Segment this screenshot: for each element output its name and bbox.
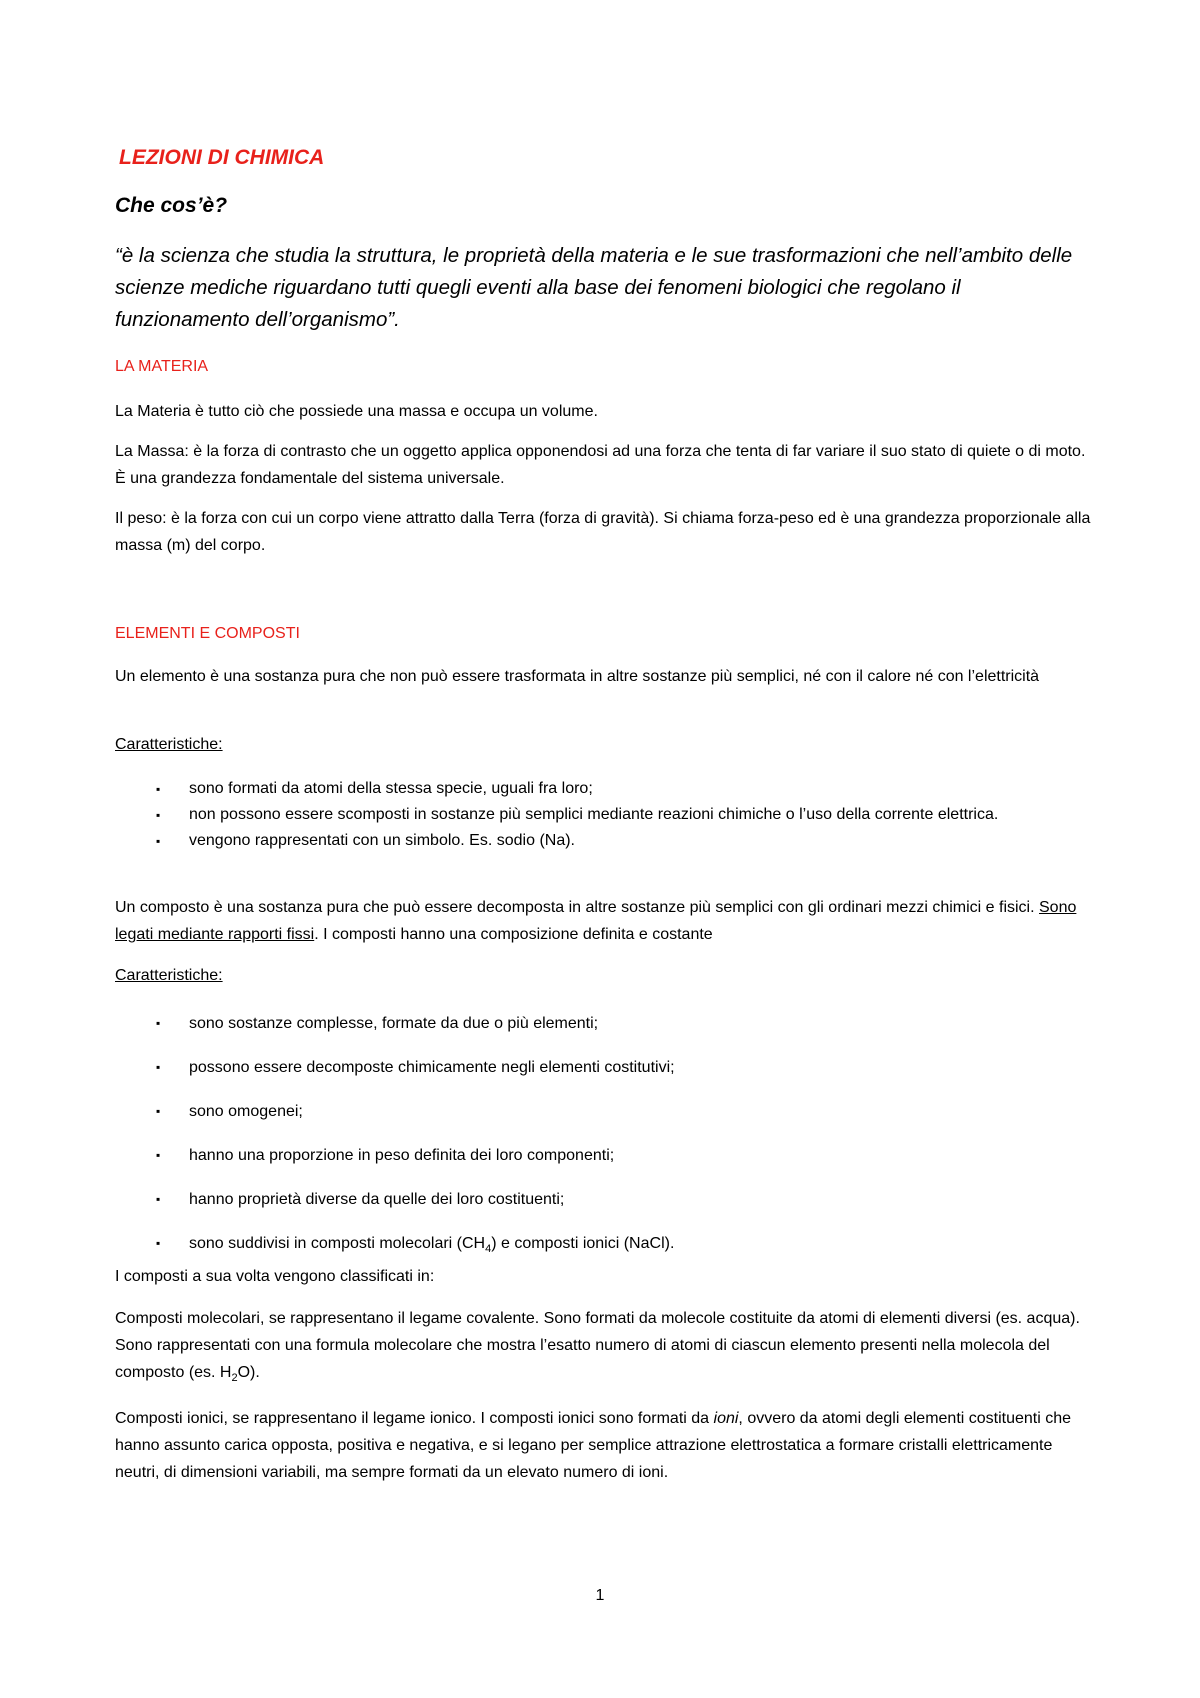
composto-underlined-text: Sono legati mediante rapporti fissi [115, 899, 1077, 943]
massa-definition: La Massa: è la forza di contrasto che un oggetto applica opponendosi ad una forza che tenta di far variare il suo stato di quiete o di moto. È una grandezza fondamentale del sistema universale. [115, 443, 1086, 487]
list-item: ▪ sono sostanze complesse, formate da due o più elementi; [115, 1011, 1035, 1036]
ionici-text-end: , ovvero da atomi degli elementi costituenti che hanno assunto carica opposta, positiva e negativa, e si legano per semplice attrazione elettrostatica a formare cristalli elettricamente neutri, di dimensioni variabili, ma sempre formati da un elevato numero di ioni. [115, 1410, 1072, 1481]
document-title: LEZIONI DI CHIMICA [119, 146, 325, 169]
heading-elementi-composti: ELEMENTI E COMPOSTI [115, 625, 300, 642]
composto-intro-text: Un composto è una sostanza pura che può essere decomposta in altre sostanze più semplici con gli ordinari mezzi chimici e fisici. [115, 899, 1039, 916]
peso-definition: Il peso: è la forza con cui un corpo viene attratto dalla Terra (forza di gravità). Si chiama forza-peso ed è una grandezza proporzionale alla massa (m) del corpo. [115, 510, 1091, 554]
composto-definition [115, 894, 1100, 948]
ionici-text: Composti ionici, se rappresentano il legame ionico. I composti ionici sono formati da [115, 1410, 714, 1427]
list-item [115, 1231, 1035, 1262]
list-item: ▪ hanno una proporzione in peso definita dei loro componenti; [115, 1143, 1035, 1168]
heading-materia: LA MATERIA [115, 358, 209, 375]
elementi-caratteristiche-list [115, 776, 1035, 854]
list-item: ▪ sono omogenei; [115, 1099, 1035, 1124]
list-item-text: sono suddivisi in composti molecolari (CH [189, 1235, 486, 1252]
composti-ionici-paragraph [115, 1405, 1100, 1486]
list-item: ▪ hanno proprietà diverse da quelle dei loro costituenti; [115, 1187, 1035, 1212]
list-item: ▪ vengono rappresentati con un simbolo. Es. sodio (Na). [115, 828, 1035, 854]
definition-quote: “è la scienza che studia la struttura, le proprietà della materia e le sue trasformazioni che nell’ambito delle scienze mediche riguardano tutti quegli eventi alla base dei fenomeni biologici che regolano il funzionamento dell’organismo”. [115, 244, 1073, 331]
list-item: ▪ sono formati da atomi della stessa specie, uguali fra loro; [115, 776, 1035, 802]
elemento-definition: Un elemento è una sostanza pura che non può essere trasformata in altre sostanze più semplici, né con il calore né con l’elettricità [115, 668, 1040, 685]
subscript: 2 [231, 1372, 238, 1385]
list-item-text: ) e composti ionici (NaCl). [491, 1235, 675, 1252]
page-number: 1 [595, 1587, 605, 1604]
composti-caratteristiche-label: Caratteristiche: [115, 967, 223, 984]
molecolari-text: Composti molecolari, se rappresentano il legame covalente. Sono formati da molecole costituite da atomi di elementi diversi (es. acqua). Sono rappresentati con una formula molecolare che mostra l’esatto numero di atomi di ciascun elemento presenti nella molecola del composto (es. H [115, 1310, 1080, 1381]
composto-intro-end: . I composti hanno una composizione definita e costante [314, 926, 713, 943]
list-item: ▪ possono essere decomposte chimicamente negli elementi costitutivi; [115, 1055, 1035, 1080]
composti-molecolari-paragraph [115, 1305, 1100, 1392]
ionici-italic-word: ioni [713, 1410, 739, 1427]
elementi-caratteristiche-label: Caratteristiche: [115, 736, 223, 753]
list-item: ▪ non possono essere scomposti in sostanze più semplici mediante reazioni chimiche o l’uso della corrente elettrica. [115, 802, 1035, 828]
materia-definition: La Materia è tutto ciò che possiede una massa e occupa un volume. [115, 403, 598, 420]
subscript: 4 [485, 1243, 492, 1256]
molecolari-text-end: O). [237, 1364, 260, 1381]
composti-caratteristiche-list [115, 1011, 1035, 1281]
composti-classification: I composti a sua volta vengono classificati in: [115, 1268, 435, 1285]
document-subtitle: Che cos’è? [115, 194, 228, 217]
